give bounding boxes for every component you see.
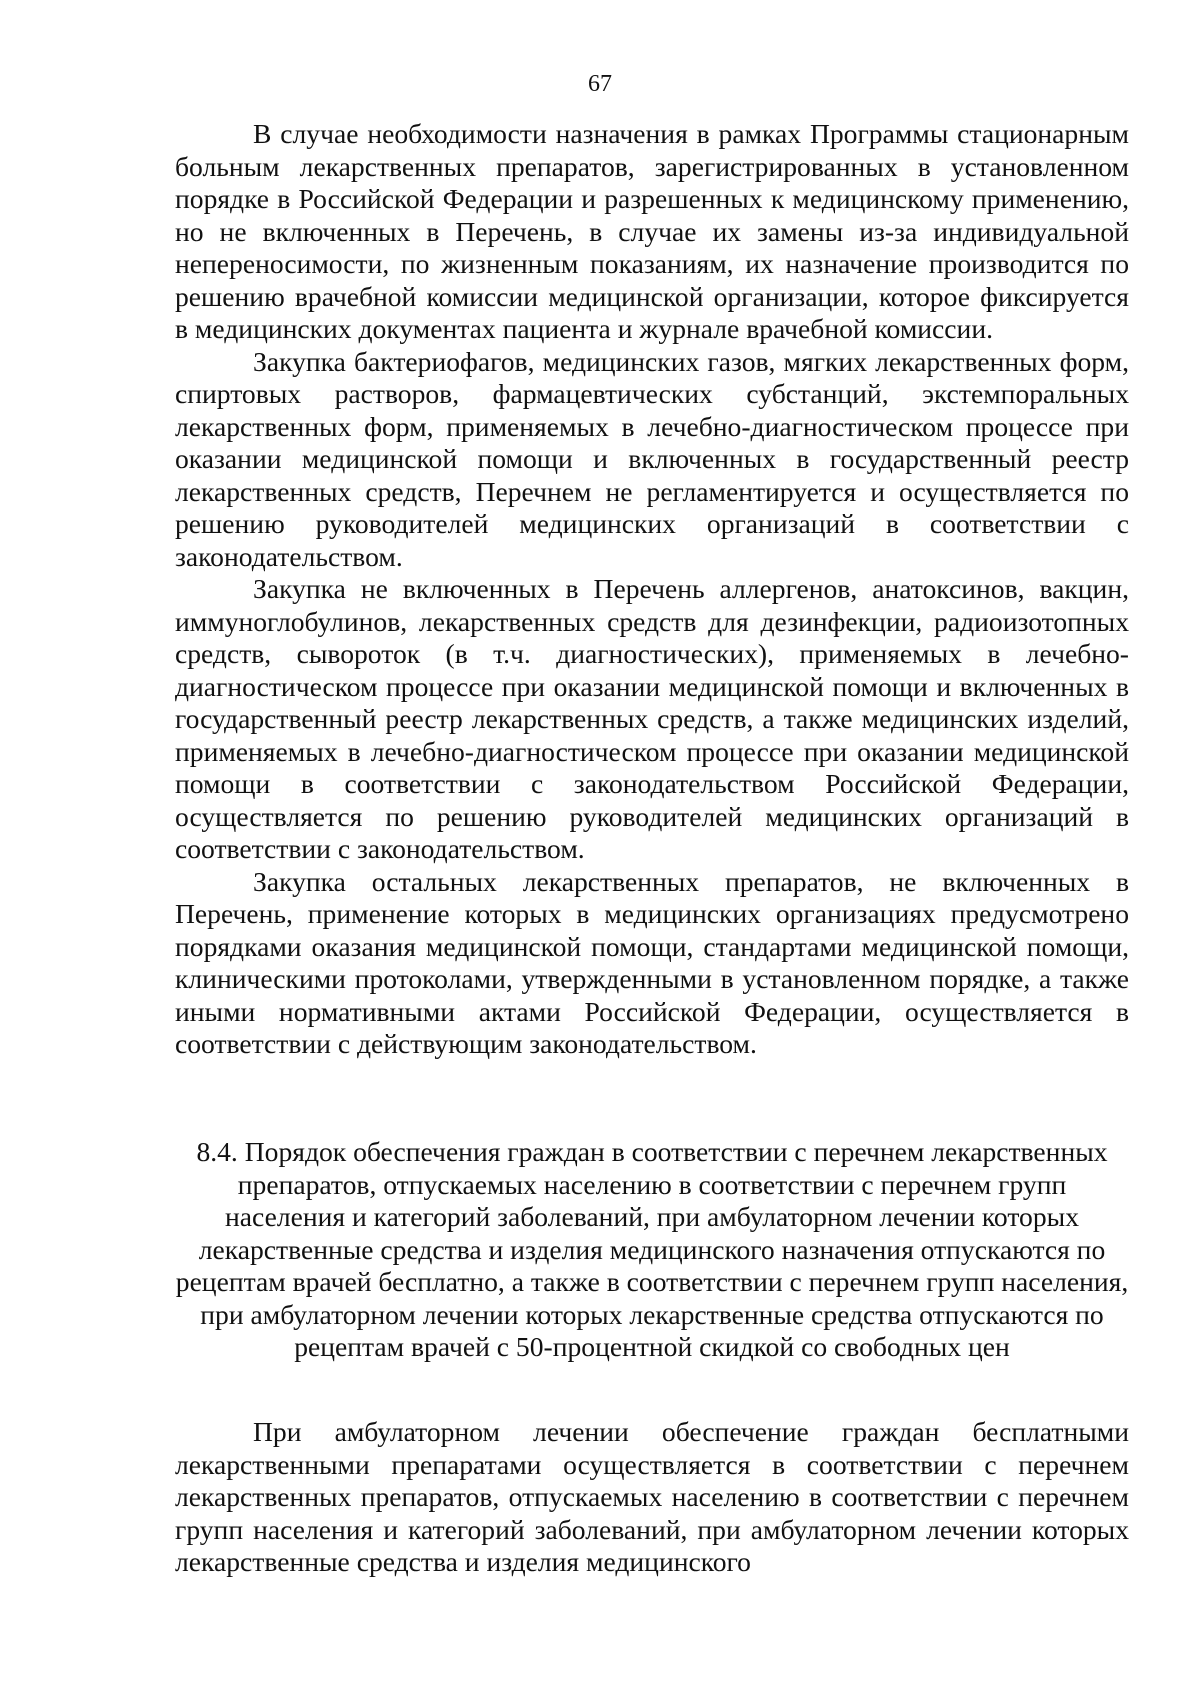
paragraph-bacteriophage-purchase: Закупка бактериофагов, медицинских газов, мягких лекарственных форм, спиртовых растворов, фармацевтических субстанций, экстемпоральных лекарственных форм, применяемых в лечебно-диагностическом процессе при оказании медицинской помощи и включенных в государственный реестр лекарственных средств, Перечнем не регламентируется и осуществляется по решению руководителей медицинских организаций в соответствии с законодательством. xyxy=(175,345,1129,572)
body-text xyxy=(175,118,1129,1061)
page-number: 67 xyxy=(588,71,612,97)
paragraph-other-drugs-purchase: Закупка остальных лекарственных препаратов, не включенных в Перечень, применение которых в медицинских организациях предусмотрено порядками оказания медицинской помощи, стандартами медицинской помощи, клиническими протоколами, утвержденными в установленном порядке, а также иными нормативными актами Российской Федерации, осуществляется в соответствии с действующим законодательством. xyxy=(175,865,1129,1059)
paragraph-allergen-purchase: Закупка не включенных в Перечень аллергенов, анатоксинов, вакцин, иммуноглобулинов, лекарственных средств для дезинфекции, радиоизотопных средств, сывороток (в т.ч. диагностических), применяемых в лечебно-диагностическом процессе при оказании медицинской помощи и включенных в государственный реестр лекарственных средств, а также медицинских изделий, применяемых в лечебно-диагностическом процессе при оказании медицинской помощи в соответствии с законодательством Российской Федерации, осуществляется по решению руководителей медицинских организаций в соответствии с законодательством. xyxy=(175,573,1129,864)
paragraph-outpatient-provision: При амбулаторном лечении обеспечение граждан бесплатными лекарственными препаратами осуществляется в соответствии с перечнем лекарственных препаратов, отпускаемых населению в соответствии с перечнем групп населения и категорий заболеваний, при амбулаторном лечении которых лекарственные средства и изделия медицинского xyxy=(175,1416,1129,1577)
body-text-continued xyxy=(175,1416,1129,1579)
section-heading-8-4: 8.4. Порядок обеспечения граждан в соответствии с перечнем лекарственных препаратов, отпускаемых населению в соответствии с перечнем групп населения и категорий заболеваний, при амбулаторном лечении которых лекарственные средства и изделия медицинского назначения отпускаются по рецептам врачей бесплатно, а также в соответствии с перечнем групп населения, при амбулаторном лечении которых лекарственные средства отпускаются по рецептам врачей с 50-процентной скидкой со свободных цен xyxy=(175,1136,1129,1362)
paragraph-prescription-decision: В случае необходимости назначения в рамках Программы стационарным больным лекарственных препаратов, зарегистрированных в установленном порядке в Российской Федерации и разрешенных к медицинскому применению, но не включенных в Перечень, в случае их замены из-за индивидуальной непереносимости, по жизненным показаниям, их назначение производится по решению врачебной комиссии медицинской организации, которое фиксируется в медицинских документах пациента и журнале врачебной комиссии. xyxy=(175,118,1129,344)
